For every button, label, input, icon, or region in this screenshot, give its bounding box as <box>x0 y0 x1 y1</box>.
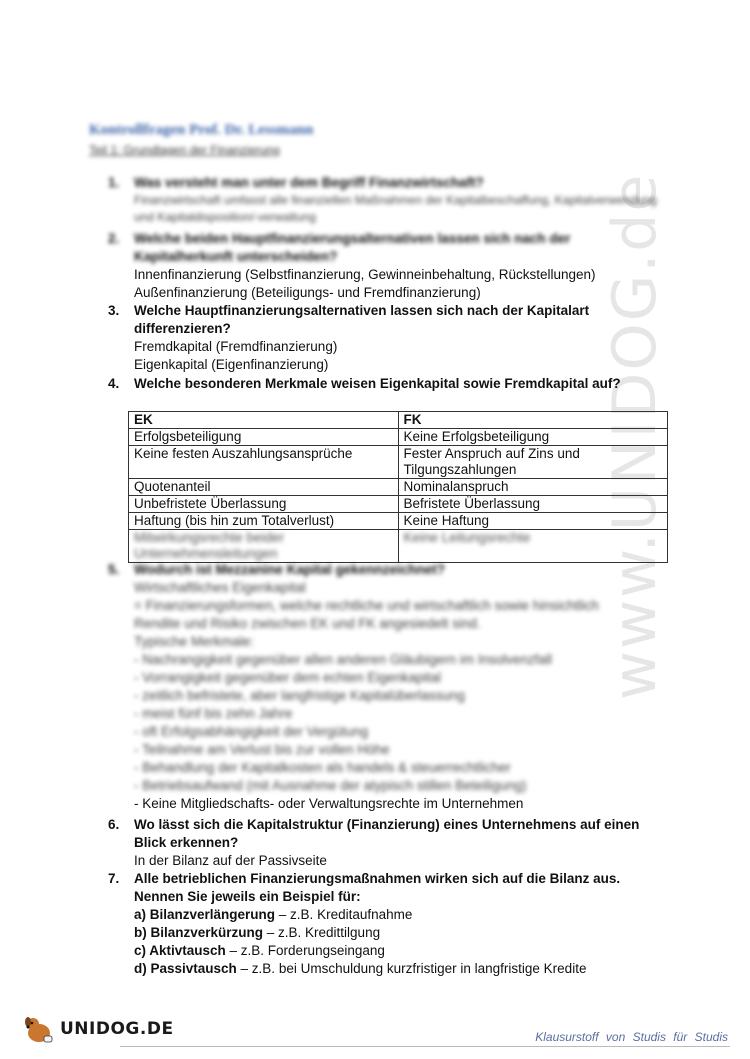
table-row <box>129 496 668 513</box>
example-text: – z.B. Kredittilgung <box>263 925 381 940</box>
answer-line: - Nachrangigkeit gegenüber allen anderen Gläubigern im Insolvenzfall <box>134 652 553 667</box>
table-cell-fk: Fester Anspruch auf Zins und Tilgungszahlungen <box>398 446 668 479</box>
answer-line: - zeitlich befristete, aber langfristige Kapitalüberlassung <box>134 688 465 703</box>
answer-line: - meist fünf bis zehn Jahre <box>134 706 293 721</box>
table-header-fk: FK <box>398 412 668 429</box>
example-line <box>134 906 668 924</box>
example-label: c) Aktivtausch <box>134 943 226 958</box>
answer-line: - Vorrangigkeit gegenüber dem echten Eigenkapital <box>134 670 441 685</box>
table-cell-fk: Nominalanspruch <box>398 479 668 496</box>
table-row <box>129 513 668 530</box>
question-1 <box>108 174 668 226</box>
question-number: 1. <box>108 175 120 190</box>
question-text: Alle betrieblichen Finanzierungsmaßnahmen wirken sich auf die Bilanz aus. Nennen Sie jeweils ein Beispiel für: <box>134 871 621 904</box>
table-cell-fk: Befristete Überlassung <box>398 496 668 513</box>
question-text: Was versteht man unter dem Begriff Finanzwirtschaft? <box>134 175 484 190</box>
answer-line: Fremdkapital (Fremdfinanzierung) <box>134 339 338 354</box>
answer-line: = Finanzierungsformen, welche rechtliche und wirtschaftlich sowie hinsichtlich <box>134 598 599 613</box>
table-cell-fk: Keine Erfolgsbeteiligung <box>398 429 668 446</box>
table-header-row <box>129 412 668 429</box>
example-line <box>134 924 668 942</box>
table-cell-ek: Keine festen Auszahlungsansprüche <box>129 446 399 479</box>
page-title: Kontrollfragen Prof. Dr. Lessmann <box>89 122 314 138</box>
logo-text: UNIDOG.DE <box>60 1019 174 1039</box>
unidog-logo <box>22 1014 174 1044</box>
example-text: – z.B. Kreditaufnahme <box>275 907 413 922</box>
question-number: 3. <box>108 303 120 318</box>
answer-line: - oft Erfolgsabhängigkeit der Vergütung <box>134 724 369 739</box>
question-number: 7. <box>108 871 120 886</box>
answer-line: Innenfinanzierung (Selbstfinanzierung, Gewinneinbehaltung, Rückstellungen) <box>134 267 596 282</box>
table-row <box>129 479 668 496</box>
table-row <box>129 446 668 479</box>
table-cell-ek: Erfolgsbeteiligung <box>129 429 399 446</box>
table-cell-fk: Keine Leitungsrechte <box>398 530 668 563</box>
question-6 <box>108 816 668 870</box>
table-cell-ek: Mitwirkungsrechte beider Unternehmensleitungen <box>129 530 399 563</box>
question-2 <box>108 230 668 302</box>
table-cell-ek: Haftung (bis hin zum Totalverlust) <box>129 513 399 530</box>
ek-fk-table <box>128 411 668 563</box>
table-row <box>129 530 668 563</box>
answer-line: - Keine Mitgliedschafts- oder Verwaltungsrechte im Unternehmen <box>134 796 524 811</box>
question-text: Welche beiden Hauptfinanzierungsalternativen lassen sich nach der Kapitalherkunft unterscheiden? <box>134 231 571 264</box>
answer-line: - Betriebsaufwand (mit Ausnahme der atypisch stillen Beteiligung) <box>134 778 527 793</box>
answer-line: Wirtschaftliches Eigenkapital <box>134 580 306 595</box>
question-number: 2. <box>108 231 120 246</box>
footer-slogan: Klausurstoff von Studis für Studis <box>535 1030 728 1044</box>
answer-line: Typische Merkmale: <box>134 634 255 649</box>
question-text: Welche Hauptfinanzierungsalternativen lassen sich nach der Kapitalart differenzieren? <box>134 303 590 336</box>
example-line <box>134 960 668 978</box>
example-label: a) Bilanzverlängerung <box>134 907 276 922</box>
table-cell-ek: Unbefristete Überlassung <box>129 496 399 513</box>
question-text: Wodurch ist Mezzanine Kapital gekennzeichnet? <box>134 562 446 577</box>
question-4 <box>108 375 668 393</box>
watermark-text: www.UNIDOG.de <box>600 172 670 700</box>
example-line <box>134 942 668 960</box>
example-label: d) Passivtausch <box>134 961 237 976</box>
question-number: 6. <box>108 817 120 832</box>
table-cell-ek: Quotenanteil <box>129 479 399 496</box>
table-cell-fk: Keine Haftung <box>398 513 668 530</box>
answer-line: - Teilnahme am Verlust bis zur vollen Höhe <box>134 742 390 757</box>
question-number: 4. <box>108 376 120 391</box>
example-text: – z.B. Forderungseingang <box>225 943 385 958</box>
question-text: Welche besonderen Merkmale weisen Eigenkapital sowie Fremdkapital auf? <box>134 376 621 391</box>
question-number: 5. <box>108 562 120 577</box>
table-header-ek: EK <box>129 412 399 429</box>
question-3 <box>108 302 668 374</box>
question-7 <box>108 870 668 978</box>
answer-line: Eigenkapital (Eigenfinanzierung) <box>134 357 329 372</box>
page-subtitle: Teil 1: Grundlagen der Finanzierung <box>89 143 280 157</box>
question-text: Wo lässt sich die Kapitalstruktur (Finanzierung) eines Unternehmens auf einen Blick erkennen? <box>134 817 640 850</box>
answer-line: - Behandlung der Kapitalkosten als handels & steuerrechtlicher <box>134 760 511 775</box>
answer-line: Rendite und Risiko zwischen EK und FK angesiedelt sind. <box>134 616 481 631</box>
answer-line: Außenfinanzierung (Beteiligungs- und Fremdfinanzierung) <box>134 285 481 300</box>
example-text: – z.B. bei Umschuldung kurzfristiger in langfristige Kredite <box>236 961 587 976</box>
dog-icon <box>22 1014 56 1044</box>
table-row <box>129 429 668 446</box>
example-label: b) Bilanzverkürzung <box>134 925 264 940</box>
answer-text: Finanzwirtschaft umfasst alle finanziellen Maßnahmen der Kapitalbeschaffung, Kapitalverwendung und Kapitaldisposition/-verwaltung <box>134 193 657 224</box>
footer-divider <box>120 1046 730 1047</box>
question-5 <box>108 561 668 813</box>
answer-text: In der Bilanz auf der Passivseite <box>134 853 327 868</box>
